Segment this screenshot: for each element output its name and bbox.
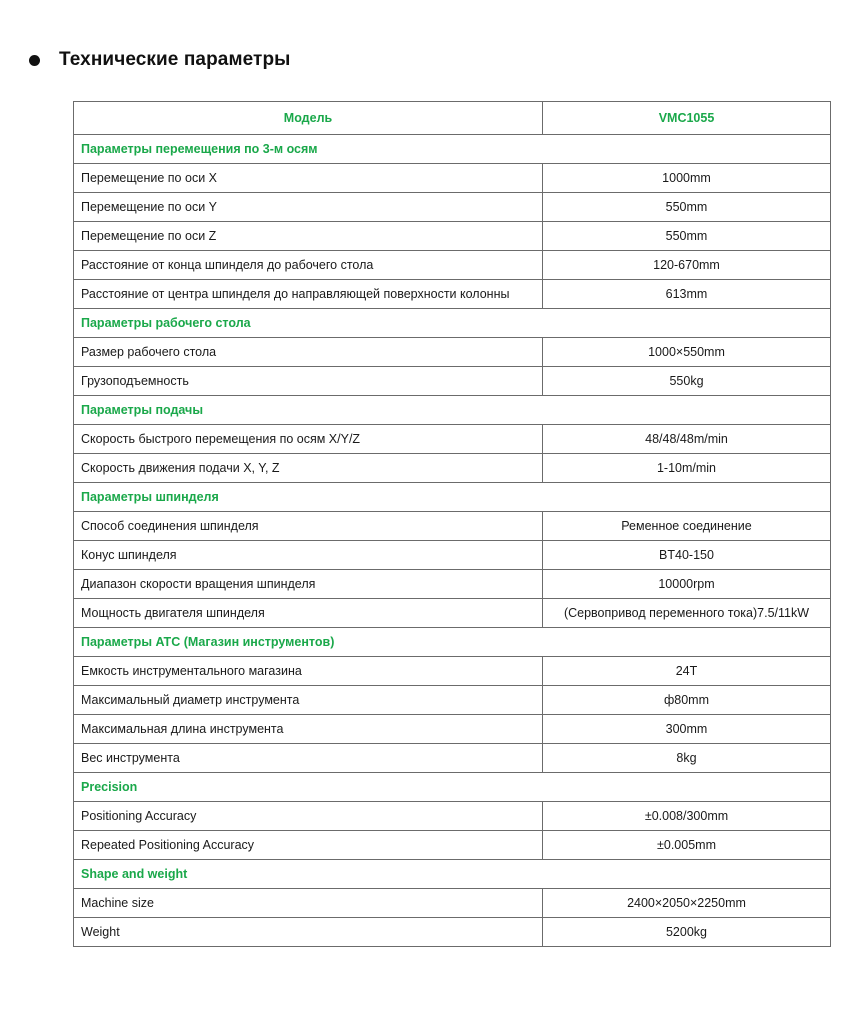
parameter-value: (Сервопривод переменного тока)7.5/11kW [543, 599, 831, 628]
spec-table [73, 101, 831, 947]
parameter-value: 1000×550mm [543, 338, 831, 367]
parameter-label: Мощность двигателя шпинделя [74, 599, 543, 628]
section-row [74, 309, 831, 338]
parameter-label: Конус шпинделя [74, 541, 543, 570]
table-row [74, 657, 831, 686]
table-row [74, 570, 831, 599]
parameter-label: Скорость быстрого перемещения по осям X/Y/Z [74, 425, 543, 454]
table-row [74, 686, 831, 715]
table-header-row [74, 102, 831, 135]
section-label: Параметры рабочего стола [74, 309, 831, 338]
section-label: Параметры шпинделя [74, 483, 831, 512]
table-row [74, 831, 831, 860]
parameter-label: Repeated Positioning Accuracy [74, 831, 543, 860]
parameter-label: Максимальный диаметр инструмента [74, 686, 543, 715]
table-row [74, 222, 831, 251]
parameter-label: Расстояние от конца шпинделя до рабочего стола [74, 251, 543, 280]
section-row [74, 483, 831, 512]
parameter-value: 613mm [543, 280, 831, 309]
table-row [74, 425, 831, 454]
section-label: Параметры перемещения по 3-м осям [74, 135, 831, 164]
parameter-label: Диапазон скорости вращения шпинделя [74, 570, 543, 599]
section-row [74, 628, 831, 657]
table-row [74, 280, 831, 309]
section-row [74, 135, 831, 164]
parameter-value: 48/48/48m/min [543, 425, 831, 454]
parameter-value: Ременное соединение [543, 512, 831, 541]
parameter-value: 120-670mm [543, 251, 831, 280]
parameter-value: 1-10m/min [543, 454, 831, 483]
parameter-value: 550mm [543, 193, 831, 222]
section-label: Параметры подачы [74, 396, 831, 425]
parameter-value: ±0.005mm [543, 831, 831, 860]
parameter-label: Вес инструмента [74, 744, 543, 773]
table-row [74, 193, 831, 222]
table-row [74, 454, 831, 483]
section-row [74, 396, 831, 425]
table-row [74, 512, 831, 541]
table-row [74, 367, 831, 396]
table-row [74, 599, 831, 628]
parameter-label: Перемещение по оси Y [74, 193, 543, 222]
parameter-value: 5200kg [543, 918, 831, 947]
table-row [74, 889, 831, 918]
section-heading [29, 46, 290, 74]
table-row [74, 715, 831, 744]
section-label: Precision [74, 773, 831, 802]
parameter-label: Weight [74, 918, 543, 947]
bullet-icon [29, 55, 40, 66]
parameter-value: 1000mm [543, 164, 831, 193]
parameter-label: Емкость инструментального магазина [74, 657, 543, 686]
table-row [74, 744, 831, 773]
table-row [74, 338, 831, 367]
parameter-label: Максимальная длина инструмента [74, 715, 543, 744]
parameter-label: Скорость движения подачи X, Y, Z [74, 454, 543, 483]
parameter-value: 2400×2050×2250mm [543, 889, 831, 918]
parameter-label: Positioning Accuracy [74, 802, 543, 831]
header-model-value: VMC1055 [543, 102, 831, 135]
table-row [74, 251, 831, 280]
table-row [74, 541, 831, 570]
parameter-value: 550mm [543, 222, 831, 251]
section-row [74, 860, 831, 889]
parameter-label: Грузоподъемность [74, 367, 543, 396]
header-model-label: Модель [74, 102, 543, 135]
section-title: Технические параметры [59, 49, 291, 70]
parameter-label: Machine size [74, 889, 543, 918]
section-row [74, 773, 831, 802]
parameter-value: 550kg [543, 367, 831, 396]
section-label: Параметры ATC (Магазин инструментов) [74, 628, 831, 657]
table-row [74, 164, 831, 193]
parameter-value: 24T [543, 657, 831, 686]
parameter-label: Перемещение по оси X [74, 164, 543, 193]
parameter-value: 8kg [543, 744, 831, 773]
parameter-label: Перемещение по оси Z [74, 222, 543, 251]
parameter-label: Способ соединения шпинделя [74, 512, 543, 541]
parameter-value: 300mm [543, 715, 831, 744]
parameter-value: ф80mm [543, 686, 831, 715]
parameter-value: 10000rpm [543, 570, 831, 599]
section-label: Shape and weight [74, 860, 831, 889]
parameter-value: BT40-150 [543, 541, 831, 570]
table-row [74, 802, 831, 831]
parameter-label: Размер рабочего стола [74, 338, 543, 367]
table-row [74, 918, 831, 947]
parameter-value: ±0.008/300mm [543, 802, 831, 831]
parameter-label: Расстояние от центра шпинделя до направляющей поверхности колонны [74, 280, 543, 309]
